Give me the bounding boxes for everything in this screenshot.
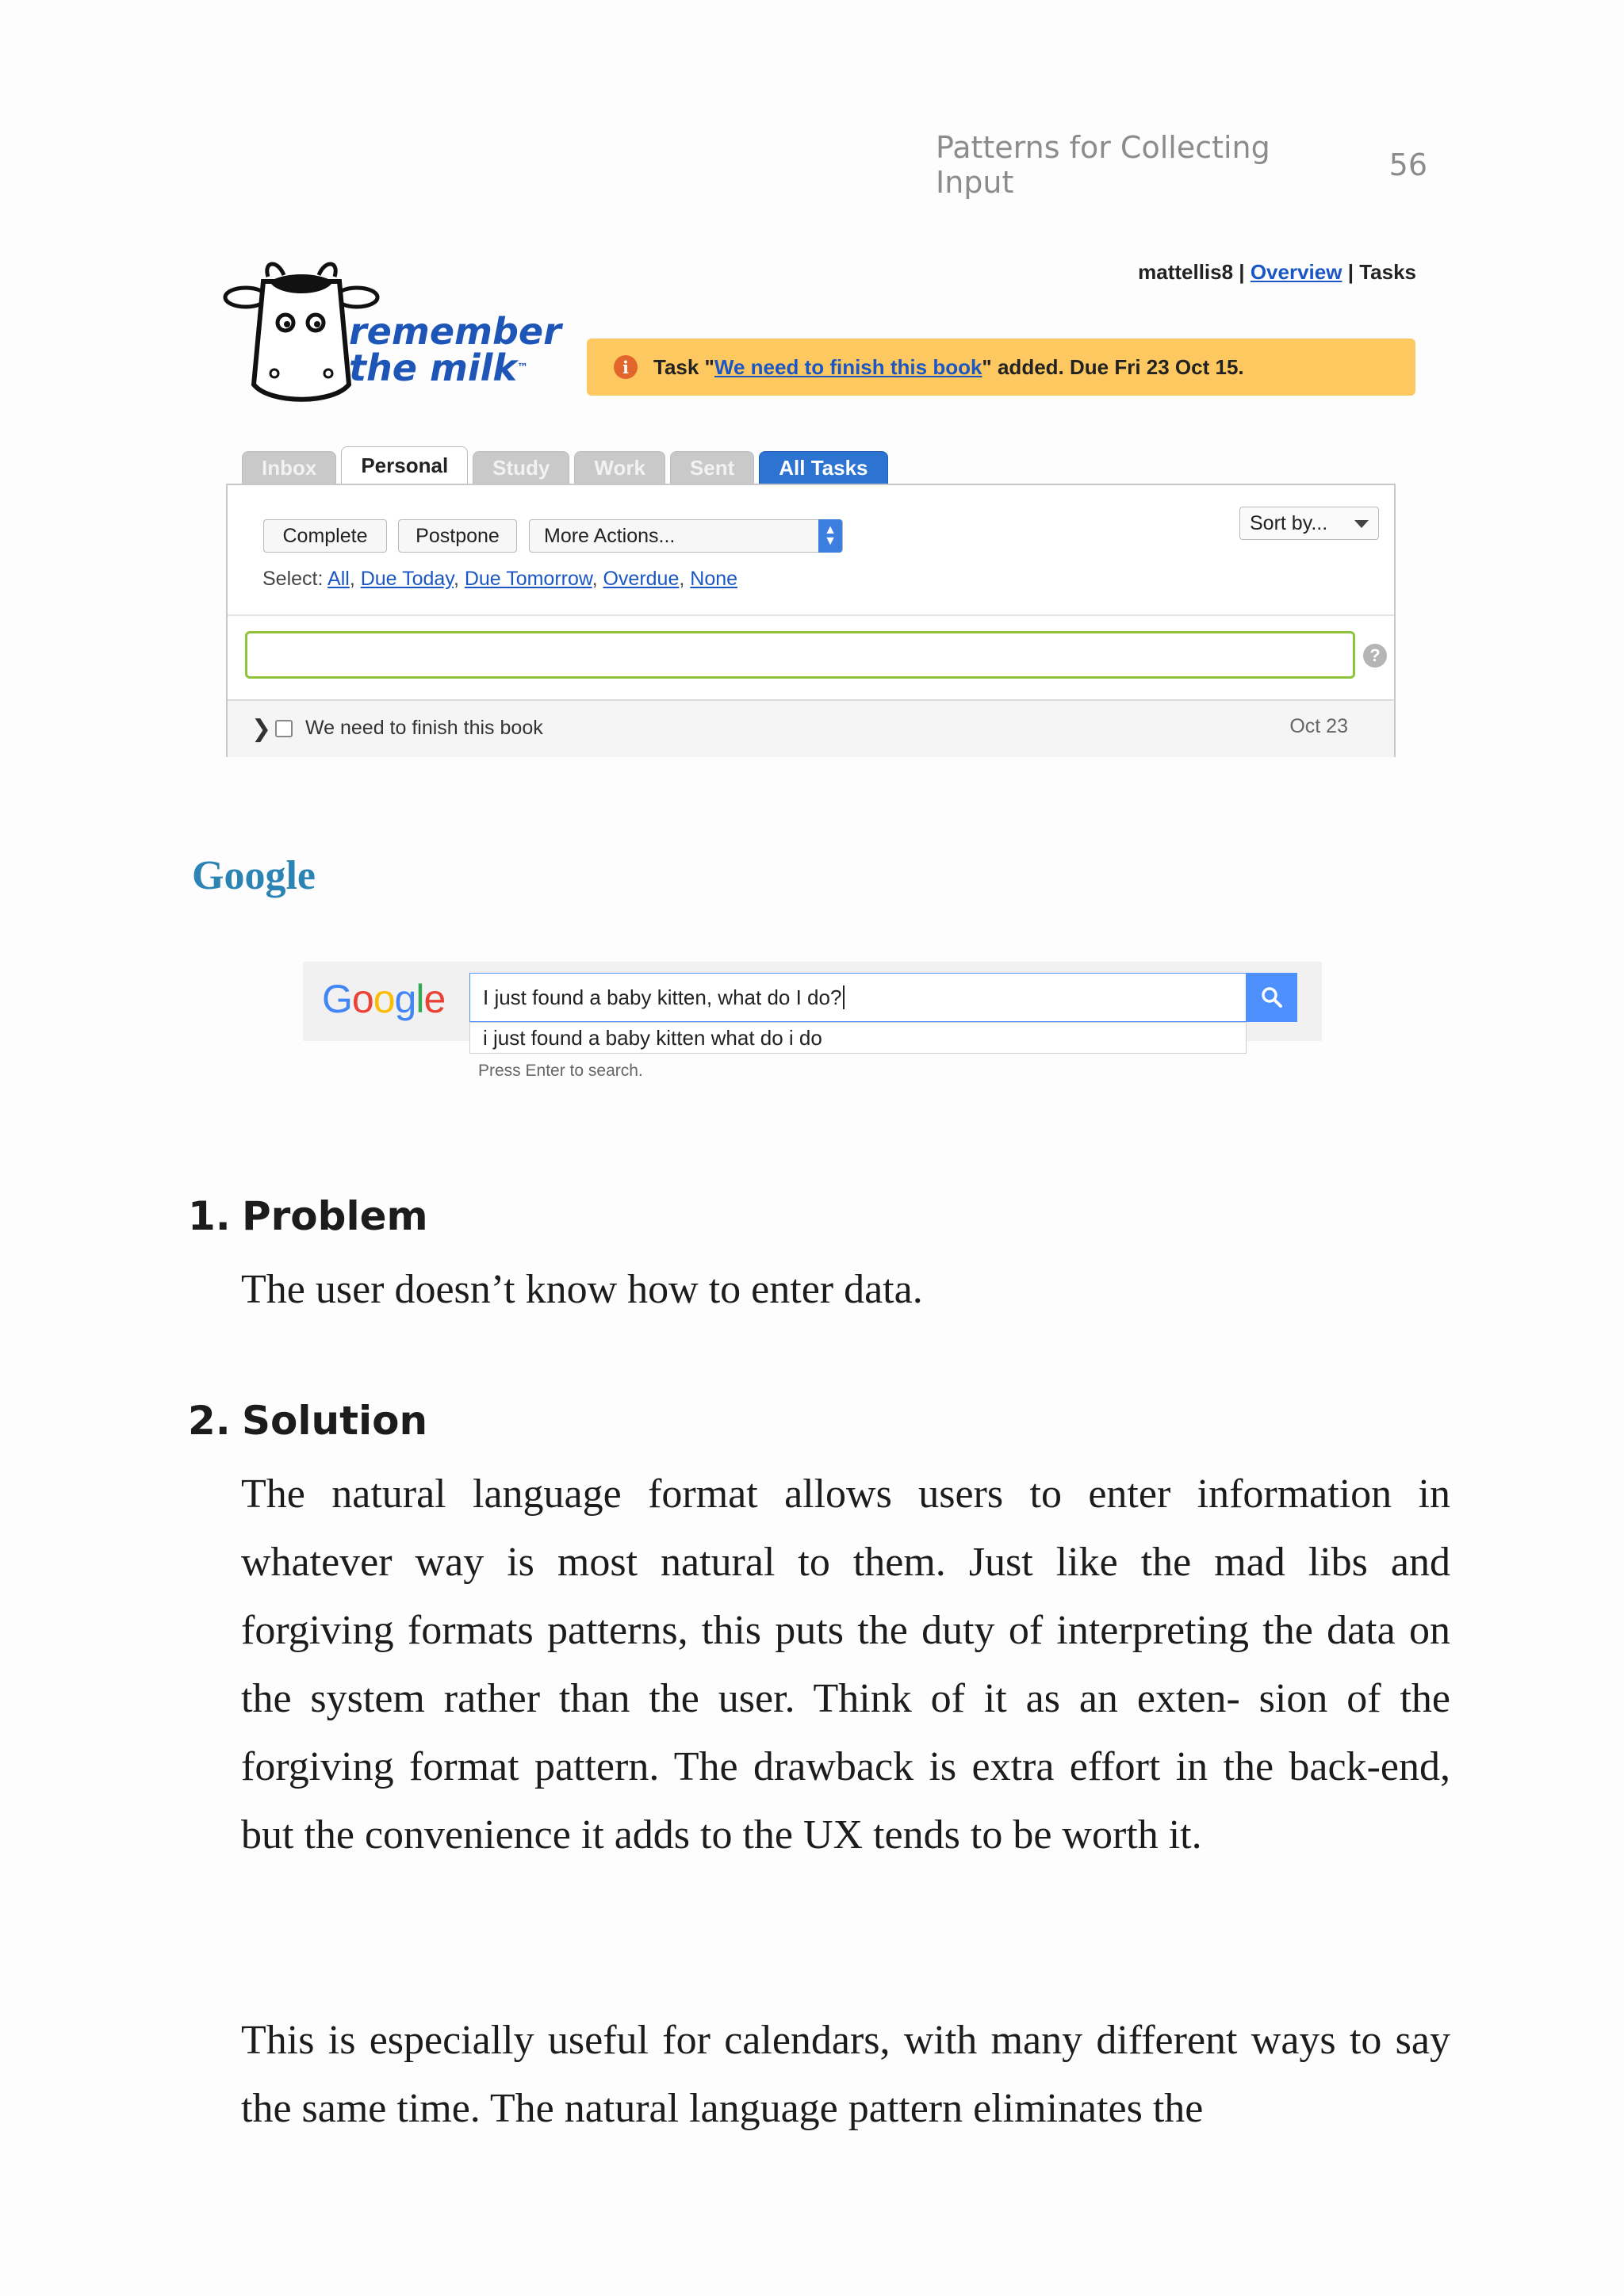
solution-heading	[188, 1398, 427, 1444]
running-head-title: Patterns for Collecting Input	[936, 130, 1270, 200]
task-added-alert	[587, 339, 1415, 396]
tab-personal[interactable]: Personal	[341, 446, 468, 484]
logo-letter: l	[416, 977, 424, 1021]
tab-sent[interactable]: Sent	[670, 451, 754, 484]
search-button[interactable]	[1247, 973, 1297, 1022]
add-task-input[interactable]	[245, 631, 1355, 679]
task-row[interactable]	[228, 701, 1394, 757]
problem-heading	[188, 1193, 428, 1239]
section-number: 2.	[188, 1398, 231, 1444]
task-checkbox[interactable]	[275, 720, 293, 737]
select-row: Select: All, Due Today, Due Tomorrow, Overdue, None	[262, 568, 738, 590]
select-overdue-link[interactable]: Overdue	[603, 568, 680, 590]
sort-by-select[interactable]	[1239, 507, 1379, 540]
task-panel	[226, 484, 1396, 757]
select-all-link[interactable]: All	[327, 568, 350, 590]
google-logo	[322, 976, 445, 1022]
chevron-right-icon[interactable]: ❯	[251, 716, 272, 742]
select-label: Select:	[262, 568, 324, 590]
alert-prefix: Task "	[653, 354, 714, 379]
section-heading-google: Google	[192, 853, 316, 898]
more-actions-select[interactable]	[529, 519, 843, 553]
search-query: I just found a baby kitten, what do I do?	[483, 985, 842, 1009]
complete-button[interactable]: Complete	[263, 519, 387, 553]
alert-suffix: " added. Due Fri 23 Oct 15.	[982, 354, 1244, 379]
tab-work[interactable]: Work	[574, 451, 665, 484]
tasks-label: Tasks	[1359, 260, 1416, 284]
logo-letter: g	[394, 977, 416, 1021]
logo-letter: o	[351, 977, 373, 1021]
info-icon: i	[614, 355, 638, 379]
rtm-logo-line2: the milk	[349, 346, 518, 389]
tab-inbox[interactable]: Inbox	[242, 451, 336, 484]
search-hint: Press Enter to search.	[478, 1062, 643, 1080]
overview-link[interactable]: Overview	[1250, 260, 1342, 284]
search-icon	[1260, 985, 1284, 1009]
rtm-logo-line1: remember	[349, 310, 561, 353]
divider	[228, 614, 1394, 616]
dropdown-arrow-icon	[1354, 520, 1369, 528]
sort-by-label: Sort by...	[1250, 511, 1328, 534]
select-none-link[interactable]: None	[690, 568, 738, 590]
rtm-user-bar	[1031, 260, 1416, 292]
username: mattellis8	[1138, 260, 1234, 284]
search-suggestion[interactable]: i just found a baby kitten what do i do	[469, 1022, 1247, 1054]
problem-text: The user doesn’t know how to enter data.	[241, 1267, 923, 1312]
section-number: 1.	[188, 1193, 231, 1239]
alert-task-link[interactable]: We need to finish this book	[714, 354, 982, 379]
logo-letter: G	[322, 977, 352, 1021]
solution-text: The natural language format allows users to enter information in whatever way is most natural to them. Just like the mad libs and forgiving formats patterns, this puts the duty of interpreting the data on the system rather than the user. Think of it as an exten- sion of the forgiving format pattern. The drawback is extra effort in the back-end, but the convenience it adds to the UX tends to be worth it.	[241, 1471, 1450, 1858]
tab-study[interactable]: Study	[473, 451, 569, 484]
page-number: 56	[1388, 147, 1427, 182]
select-arrows-icon: ▲ ▼	[818, 519, 842, 553]
running-head	[936, 130, 1427, 200]
help-icon[interactable]: ?	[1363, 644, 1387, 668]
task-name[interactable]: We need to finish this book	[305, 717, 543, 739]
text-caret	[843, 985, 845, 1009]
separator: |	[1239, 260, 1245, 284]
postpone-button[interactable]: Postpone	[398, 519, 517, 553]
logo-letter: e	[423, 977, 446, 1021]
logo-letter: o	[373, 977, 395, 1021]
section-title: Solution	[242, 1398, 428, 1444]
select-due-today-link[interactable]: Due Today	[360, 568, 454, 590]
select-due-tomorrow-link[interactable]: Due Tomorrow	[464, 568, 592, 590]
list-tabs	[242, 446, 893, 484]
more-actions-label: More Actions...	[544, 524, 676, 547]
rtm-logo	[222, 258, 561, 416]
tab-all-tasks[interactable]: All Tasks	[759, 451, 887, 484]
separator: |	[1347, 260, 1354, 284]
rtm-logo-tm: ™	[517, 362, 529, 374]
search-input[interactable]	[469, 973, 1247, 1022]
section-title: Problem	[242, 1193, 428, 1239]
calendar-paragraph: This is especially useful for calendars, with many different ways to say the same time. The natural language pattern eliminates the	[241, 2018, 1450, 2131]
task-due-date: Oct 23	[1289, 715, 1348, 737]
